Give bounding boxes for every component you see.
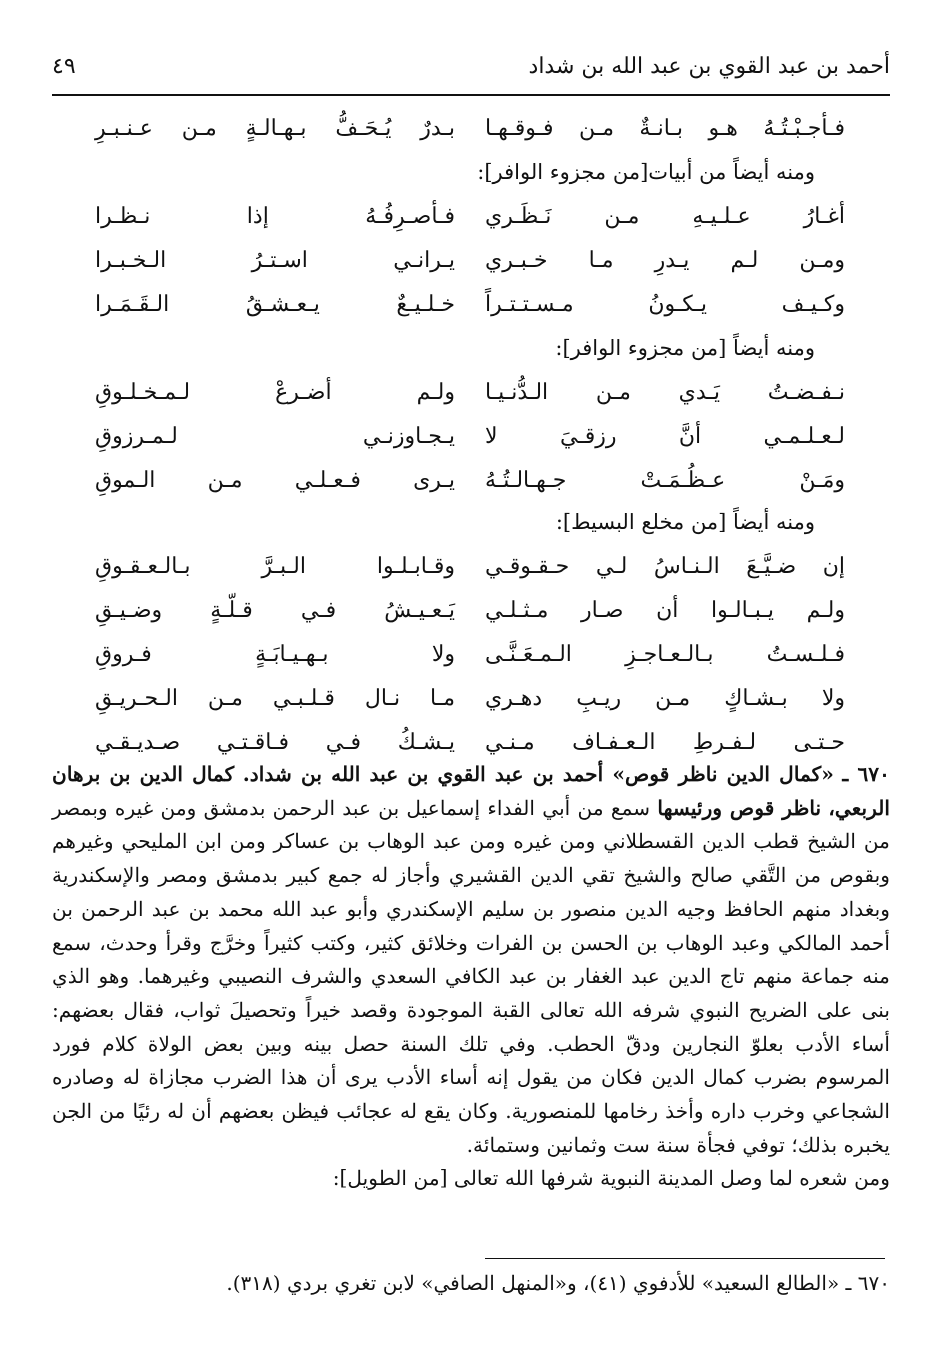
verse-line: [95, 588, 845, 632]
verse-line: [95, 632, 845, 676]
verse-line: [95, 238, 845, 282]
first-hemistich: ومـن لـم يـدرِ مـا خـبـري: [485, 247, 845, 273]
second-hemistich: مـا نـال قـلـبـي مـن الـحـريـقِ: [95, 685, 455, 711]
second-hemistich: يـرانـي اسـتـرُ الـخـبـرا: [95, 247, 455, 273]
poem-closing-intro: ومن شعره لما وصل المدينة النبوية شرفها الله تعالى [من الطويل]:: [332, 1166, 890, 1191]
poem-block: [95, 500, 845, 764]
footnote: ٦٧٠ ـ «الطالع السعيد» للأدفوي (٤١)، و«المنهل الصافي» لابن تغري بردي (٣١٨).: [226, 1271, 890, 1295]
running-header: [52, 40, 890, 92]
lead-name: كمال الدين بن برهان الربعي،: [52, 762, 890, 820]
poem-block: [95, 326, 845, 502]
verse-line: [95, 194, 845, 238]
verse-line: [95, 370, 845, 414]
first-hemistich: أغـارُ عـلـيـهِ مـن نَـظَـري: [485, 203, 845, 229]
second-hemistich: يـجـاوزنـي لـمـرزوقِ: [95, 423, 455, 449]
entry-number: ٦٧٠ ـ: [842, 762, 890, 786]
first-hemistich: وكـيـف يـكـونُ مـسـتـتـراً: [485, 291, 845, 317]
page-number: ٤٩: [52, 53, 76, 79]
header-rule: [52, 94, 890, 96]
biography-paragraph: [52, 758, 890, 1162]
first-hemistich: فـأجـبْـتُـهُ هـو بـانـةٌ مـن فـوقـهـا: [485, 115, 845, 141]
poem-intro: ومنه أيضاً [من مجزوء الوافر]:: [555, 336, 815, 360]
first-hemistich: ومَـنْ عـظُـمَـتْ جـهـالـتُـهُ: [485, 467, 845, 493]
footnote-rule: [485, 1258, 885, 1259]
verse-line: [95, 106, 845, 150]
second-hemistich: بـدرٌ يُـحَـفُّ بـهـالـةٍ مـن عـنـبـرِ: [95, 115, 455, 141]
first-hemistich: لـعـلـمـي أنَّ رزقـيَ لا: [485, 423, 845, 449]
verse-line: [95, 282, 845, 326]
verse-line: [95, 458, 845, 502]
second-hemistich: خـلـيـعٌ يـعـشـقُ الـقَـمَـرا: [95, 291, 455, 317]
first-hemistich: نـفـضـتُ يَـدي مـن الـدُّنـيـا: [485, 379, 845, 405]
first-hemistich: ولـم يـبـالـوا أن صـار مـثـلـي: [485, 597, 845, 623]
running-title: أحمد بن عبد القوي بن عبد الله بن شداد: [528, 53, 890, 79]
verse-line: [95, 676, 845, 720]
second-hemistich: ولا بـهـيـابَـةٍ فـروقِ: [95, 641, 455, 667]
poem-intro: ومنه أيضاً [من مخلع البسيط]:: [555, 510, 815, 534]
first-hemistich: إن ضـيَّـعَ الـنـاسُ لـي حـقـوقـي: [485, 553, 845, 579]
verse-line: [95, 544, 845, 588]
second-hemistich: ولـم أضـرعْ لـمـخـلـوقِ: [95, 379, 455, 405]
biography-entry: [52, 758, 890, 1196]
second-hemistich: يـشـكُ فـي فـاقـتـي صـديـقـي: [95, 729, 455, 755]
second-hemistich: وقـابـلـوا الـبـرَّ بـالـعـقـوقِ: [95, 553, 455, 579]
entry-title: «كمال الدين ناظر قوص» أحمد بن عبد القوي بن عبد الله بن شداد.: [242, 762, 834, 786]
lead-role: ناظر قوص ورئيسها: [657, 795, 822, 820]
poem-block: [95, 150, 845, 326]
second-hemistich: فـأصـرِفُـهُ إذا نـظـرا: [95, 203, 455, 229]
first-hemistich: ولا بـشـاكٍ مـن ريـبِ دهـري: [485, 685, 845, 711]
first-hemistich: فـلـسـتُ بـالـعـاجـزِ الـمـعَـنَّـى: [485, 641, 845, 667]
poem-intro: ومنه أيضاً من أبيات[من مجزوء الوافر]:: [477, 160, 815, 184]
first-hemistich: حـتـى لـفـرطِ الـعـفـاف مـنـي: [485, 729, 845, 755]
second-hemistich: يَـعـيـشُ فـي قـلّـةٍ وضـيـقِ: [95, 597, 455, 623]
second-hemistich: يـرى فـعـلـي مـن الـموقِ: [95, 467, 455, 493]
verse-line: [95, 414, 845, 458]
poem-block: [95, 106, 845, 150]
biography-text: سمع من أبي الفداء إسماعيل بن عبد الرحمن بدمشق ومن غيره وبمصر من الشيخ قطب الدين القسطلاني ومن غيره ومن عبد الوهاب بن عساكر ومن ابن المليحي وغيرهم وبقوص من التَّقي صالح والشيخ تقي الدين القشيري وأجاز له جمع كبير بدمشق ومصر والإسكندرية وبغداد منهم الحافظ وجيه الدين منصور بن سليم الإسكندري وأبو عبد الله محمد بن عبد الرحمن بن أحمد المالكي وعبد الوهاب بن الحسن بن الفرات وخلائق كثير، وكتب كثيراً وخرَّج وقرأ وحدث، سمع منه جماعة منهم تاج الدين عبد الغفار بن عبد الكافي السعدي والشرف النصيبي وغيرهما. وهو الذي بنى على الضريح النبوي شرفه الله تعالى القبة الموجودة وقصد خيراً وتحصيلَ ثواب، فقال بعضهم: أساء الأدب بعلوّ النجارين ودقّ الحطب. وفي تلك السنة حصل بينه وبين بعض الولاة كلام فورد المرسوم بضرب كمال الدين فكان من يقول إنه أساء الأدب يرى أن هذا الضرب مجازاة له وصادره الشجاعي وخرب داره وأخذ رخامها للمنصورية. وكان يقع له عجائب فيظن بعضهم أن له رئيًا من الجن يخبره بذلك؛ توفي فجأة سنة ست وثمانين وستمائة.: [52, 795, 890, 1157]
